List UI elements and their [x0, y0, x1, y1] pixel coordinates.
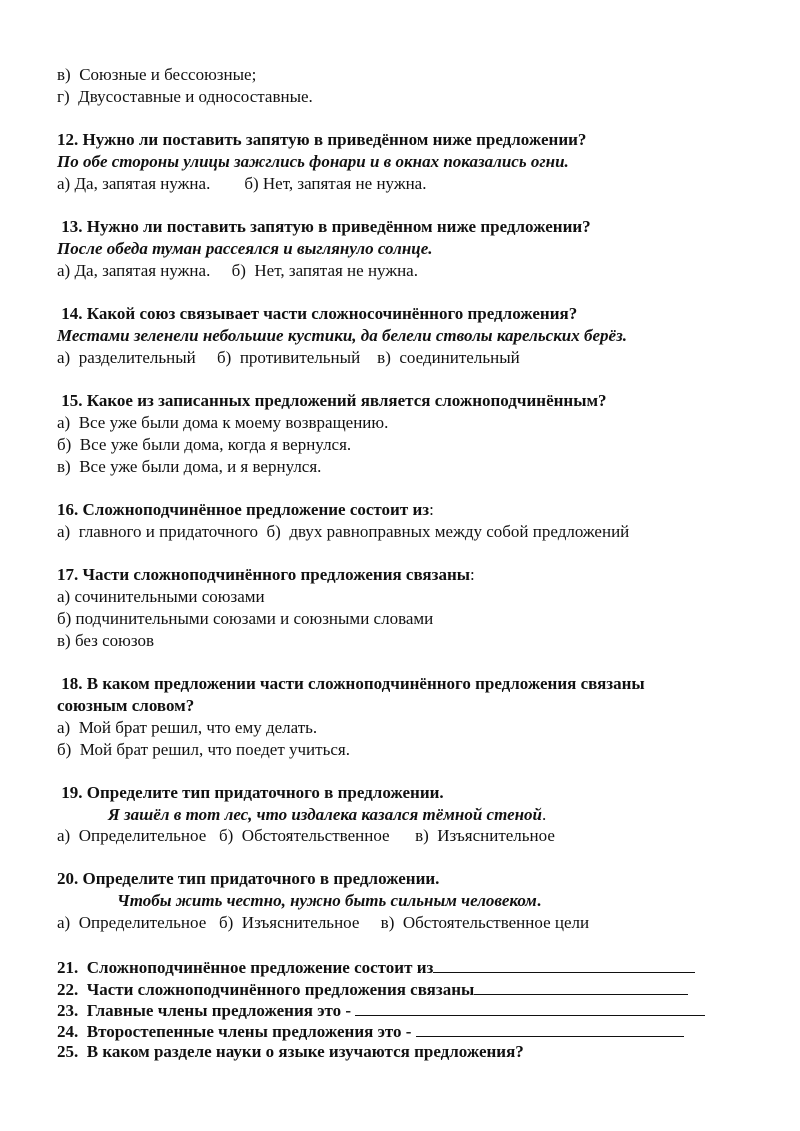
- q20-options: а) Определительное б) Изъяснительное в) Обстоятельственное цели: [57, 913, 590, 932]
- q16-colon: :: [429, 500, 434, 519]
- q24-answer-blank[interactable]: [416, 1020, 684, 1037]
- q12-sentence: По обе стороны улицы зажглись фонари и в окнах показались огни.: [57, 152, 569, 171]
- q17-question: 17. Части сложноподчинённого предложения связаны: [57, 565, 471, 584]
- q13-options: а) Да, запятая нужна. б) Нет, запятая не нужна.: [57, 261, 418, 280]
- q16-options: а) главного и придаточного б) двух равноправных между собой предложений: [57, 522, 630, 541]
- q24-line: [57, 1020, 684, 1042]
- q14-options: а) разделительный б) противительный в) соединительный: [57, 348, 520, 367]
- q16-question: 16. Сложноподчинённое предложение состоит из: [57, 500, 430, 519]
- q20-sentence-line: [117, 891, 541, 911]
- q11-option-v: в) Союзные и бессоюзные;: [57, 65, 257, 84]
- q18-option-a: а) Мой брат решил, что ему делать.: [57, 718, 318, 737]
- q21-answer-blank[interactable]: [433, 956, 695, 973]
- q21-text: 21. Сложноподчинённое предложение состоит из: [57, 958, 434, 977]
- q17-colon: :: [470, 565, 475, 584]
- q20-sentence: Чтобы жить честно, нужно быть сильным человеком: [117, 891, 537, 910]
- q15-option-v: в) Все уже были дома, и я вернулся.: [57, 457, 322, 476]
- q20-period: .: [536, 891, 542, 910]
- q19-question: 19. Определите тип придаточного в предложении.: [57, 783, 444, 802]
- q22-line: [57, 978, 688, 1000]
- q12-question: 12. Нужно ли поставить запятую в приведённом ниже предложении?: [57, 130, 587, 149]
- q20-question: 20. Определите тип придаточного в предложении.: [57, 869, 440, 888]
- q15-question: 15. Какое из записанных предложений является сложноподчинённым?: [57, 391, 607, 410]
- q14-question: 14. Какой союз связывает части сложносочинённого предложения?: [57, 304, 578, 323]
- q23-text: 23. Главные члены предложения это -: [57, 1001, 356, 1020]
- q18-question-line-1: 18. В каком предложении части сложноподчинённого предложения связаны: [57, 674, 645, 693]
- q17-option-v: в) без союзов: [57, 631, 154, 650]
- q21-line: [57, 956, 695, 978]
- q13-sentence: После обеда туман рассеялся и выглянуло солнце.: [57, 239, 433, 258]
- q23-answer-blank[interactable]: [355, 999, 705, 1016]
- q15-option-a: а) Все уже были дома к моему возвращению.: [57, 413, 389, 432]
- q14-sentence: Местами зеленели небольшие кустики, да белели стволы карельских берёз.: [57, 326, 627, 345]
- q25-question: 25. В каком разделе науки о языке изучаются предложения?: [57, 1042, 524, 1061]
- q18-option-b: б) Мой брат решил, что поедет учиться.: [57, 740, 350, 759]
- q15-option-b: б) Все уже были дома, когда я вернулся.: [57, 435, 352, 454]
- q17-question-line: [57, 565, 475, 585]
- q13-question: 13. Нужно ли поставить запятую в приведённом ниже предложении?: [57, 217, 591, 236]
- q19-period: .: [542, 805, 547, 824]
- q11-option-g: г) Двусоставные и односоставные.: [57, 87, 313, 106]
- q19-options: а) Определительное б) Обстоятельственное в) Изъяснительное: [57, 826, 555, 845]
- q22-text: 22. Части сложноподчинённого предложения связаны: [57, 980, 475, 999]
- q17-option-a: а) сочинительными союзами: [57, 587, 265, 606]
- q17-option-b: б) подчинительными союзами и союзными словами: [57, 609, 434, 628]
- q22-answer-blank[interactable]: [474, 978, 688, 995]
- q19-sentence: Я зашёл в тот лес, что издалека казался тёмной стеной: [108, 805, 543, 824]
- q12-options: а) Да, запятая нужна. б) Нет, запятая не нужна.: [57, 174, 427, 193]
- q23-line: [57, 999, 705, 1021]
- q24-text: 24. Второстепенные члены предложения это -: [57, 1022, 416, 1041]
- q19-sentence-line: [108, 805, 546, 825]
- q18-question-line-2: союзным словом?: [57, 696, 195, 715]
- q16-question-line: [57, 500, 434, 520]
